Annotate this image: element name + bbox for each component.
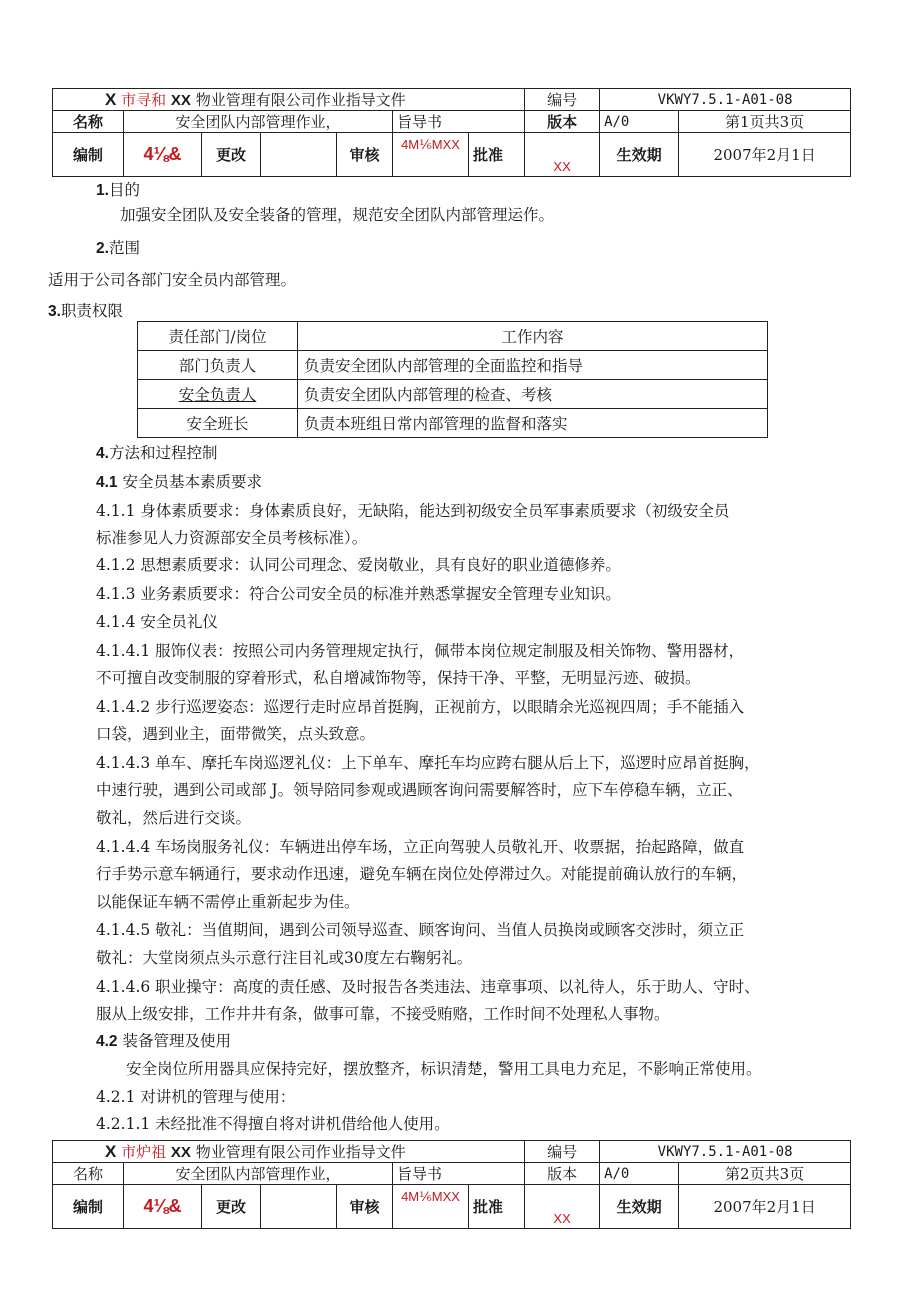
doc-header-page2 (52, 1140, 851, 1229)
para-line: 4.1.4 安全员礼仪 (96, 613, 218, 631)
col-work-header: 工作内容 (298, 322, 768, 351)
company-prefix: 市寻和 (121, 91, 167, 109)
review-label: 审核 (337, 1185, 393, 1229)
section-1-text: 加强安全团队及安全装备的管理，规范安全团队内部管理运作。 (120, 206, 555, 224)
para-line: 行手势示意车辆通行，要求动作迅速，避免车辆在岗位处停滞过久。对能提前确认放行的车辆， (96, 865, 748, 883)
col-dept-header: 责任部门/岗位 (138, 322, 298, 351)
change-label: 更改 (202, 1185, 261, 1229)
para-line: 4.1.4.2 步行巡逻姿态：巡逻行走时应昂首挺胸，正视前方，以眼睛余光巡视四周；手不能插入 (96, 698, 745, 716)
approve-value: XX (525, 133, 600, 177)
version-label: 版本 (525, 1163, 600, 1185)
para-line: 4.1.1 身体素质要求：身体素质良好，无缺陷，能达到初级安全员军事素质要求（初级安全员 (96, 502, 730, 520)
approve-value: XX (525, 1185, 600, 1229)
section-1-title: 目的 (108, 181, 140, 199)
code-value: VKWY7.5.1-A01-08 (600, 89, 851, 111)
para-line: 不可擅自改变制服的穿着形式，私自增减饰物等，保持干净、平整，无明显污迹、破损。 (96, 669, 701, 687)
section-2-title: 范围 (108, 239, 140, 257)
section-4-1-heading (96, 472, 262, 493)
effective-label: 生效期 (600, 133, 679, 177)
para-line: 4.1.4.6 职业操守：高度的责任感、及时报告各类违法、违章事项、以礼待人，乐于助人、守时、 (96, 978, 760, 996)
section-3-number: 3. (48, 303, 61, 320)
version-value: A/0 (600, 1163, 679, 1185)
row-work: 负责本班组日常内部管理的监督和落实 (298, 409, 768, 438)
doc-type: 物业管理有限公司作业指导文件 (195, 91, 406, 109)
section-4-2-title: 装备管理及使用 (122, 1032, 232, 1050)
section-2-heading (96, 238, 140, 259)
table-row (138, 380, 768, 409)
doc-header-page1 (52, 88, 851, 177)
author-value: 4⅛& (124, 133, 202, 177)
header-title (53, 1141, 525, 1163)
section-4-heading (96, 443, 217, 464)
section-4-2-number: 4.2 (96, 1033, 118, 1050)
section-2-number: 2. (96, 240, 109, 257)
section-4-title: 方法和过程控制 (108, 444, 218, 462)
code-label: 编号 (525, 1141, 600, 1163)
x-mark: X (105, 90, 117, 109)
table-row (138, 409, 768, 438)
name-suffix: 旨导书 (393, 1163, 525, 1185)
name-value: 安全团队内部管理作业， (124, 1163, 393, 1185)
page-value: 第2页共3页 (679, 1163, 851, 1185)
para-line: 口袋，遇到业主，面带微笑，点头致意。 (96, 725, 376, 743)
para-line: 敬礼，然后进行交谈。 (96, 809, 252, 827)
name-label: 名称 (53, 111, 124, 133)
name-label: 名称 (53, 1163, 124, 1185)
section-4-number: 4. (96, 445, 109, 462)
section-3-heading (48, 301, 123, 322)
page-value: 第1页共3页 (679, 111, 851, 133)
author-label: 编制 (53, 1185, 124, 1229)
para-line: 以能保证车辆不需停止重新起步为佳。 (96, 893, 360, 911)
row-work: 负责安全团队内部管理的全面监控和指导 (298, 351, 768, 380)
change-value (261, 1185, 337, 1229)
section-4-1-title: 安全员基本素质要求 (122, 473, 263, 491)
version-value: A/0 (600, 111, 679, 133)
review-label: 审核 (337, 133, 393, 177)
row-dept-text: 安全负责人 (178, 386, 257, 404)
row-work: 负责安全团队内部管理的检查、考核 (298, 380, 768, 409)
para-line: 服从上级安排，工作井井有条，做事可靠，不接受贿赂，工作时间不处理私人事物。 (96, 1005, 670, 1023)
para-line: 4.1.4.5 敬礼：当值期间，遇到公司领导巡查、顾客询问、当值人员换岗或顾客交涉时，须立正 (96, 921, 745, 939)
para-line: 4.2.1.1 未经批准不得擅自将对讲机借给他人使用。 (96, 1115, 450, 1133)
doc-type: 物业管理有限公司作业指导文件 (195, 1143, 406, 1161)
para-line: 4.1.2 思想素质要求：认同公司理念、爱岗敬业，具有良好的职业道德修养。 (96, 556, 621, 574)
para-line: 标准参见人力资源部安全员考核标准）。 (96, 529, 368, 547)
responsibility-table (137, 321, 768, 438)
code-value: VKWY7.5.1-A01-08 (600, 1141, 851, 1163)
row-dept: 部门负责人 (138, 351, 298, 380)
approve-label: 批准 (469, 1185, 525, 1229)
change-label: 更改 (202, 133, 261, 177)
x-mark: X (105, 1142, 117, 1161)
table-row (138, 351, 768, 380)
section-3-title: 职责权限 (60, 302, 123, 320)
header-title (53, 89, 525, 111)
para-line: 安全岗位所用器具应保持完好，摆放整齐，标识清楚，警用工具电力充足，不影响正常使用。 (126, 1060, 762, 1078)
para-line: 中速行驶，遇到公司或部 J。领导陪同参观或遇顾客询问需要解答时，应下车停稳车辆，立正、 (96, 781, 743, 799)
section-4-2-heading (96, 1031, 231, 1052)
row-dept: 安全班长 (138, 409, 298, 438)
author-label: 编制 (53, 133, 124, 177)
review-value: 4M⅙MXX (393, 1185, 469, 1229)
effective-label: 生效期 (600, 1185, 679, 1229)
para-line: 4.1.4.4 车场岗服务礼仪：车辆进出停车场，立正向驾驶人员敬礼开、收票据，抬起路障，做直 (96, 838, 745, 856)
para-line: 敬礼：大堂岗须点头示意行注目礼或30度左右鞠躬礼。 (96, 949, 473, 967)
company-name: XX (170, 92, 191, 109)
section-1-heading (96, 180, 140, 201)
company-prefix: 市炉祖 (121, 1143, 167, 1161)
para-line: 4.1.4.1 服饰仪表：按照公司内务管理规定执行，佩带本岗位规定制服及相关饰物、警用器材， (96, 642, 745, 660)
name-suffix: 旨导书 (393, 111, 525, 133)
para-line: 4.2.1 对讲机的管理与使用： (96, 1088, 296, 1106)
author-value: 4⅛& (124, 1185, 202, 1229)
para-line: 4.1.3 业务素质要求：符合公司安全员的标准并熟悉掌握安全管理专业知识。 (96, 585, 621, 603)
approve-label: 批准 (469, 133, 525, 177)
section-4-1-number: 4.1 (96, 474, 118, 491)
section-1-number: 1. (96, 182, 109, 199)
row-dept (138, 380, 298, 409)
change-value (261, 133, 337, 177)
table-header-row (138, 322, 768, 351)
version-label: 版本 (525, 111, 600, 133)
effective-value: 2007年2月1日 (679, 1185, 851, 1229)
section-2-text: 适用于公司各部门安全员内部管理。 (48, 271, 297, 289)
para-line: 4.1.4.3 单车、摩托车岗巡逻礼仪：上下单车、摩托车均应跨右腿从后上下，巡逻时应昂首挺胸， (96, 754, 760, 772)
effective-value: 2007年2月1日 (679, 133, 851, 177)
review-value: 4M⅙MXX (393, 133, 469, 177)
name-value: 安全团队内部管理作业， (124, 111, 393, 133)
code-label: 编号 (525, 89, 600, 111)
company-name: XX (170, 1144, 191, 1161)
